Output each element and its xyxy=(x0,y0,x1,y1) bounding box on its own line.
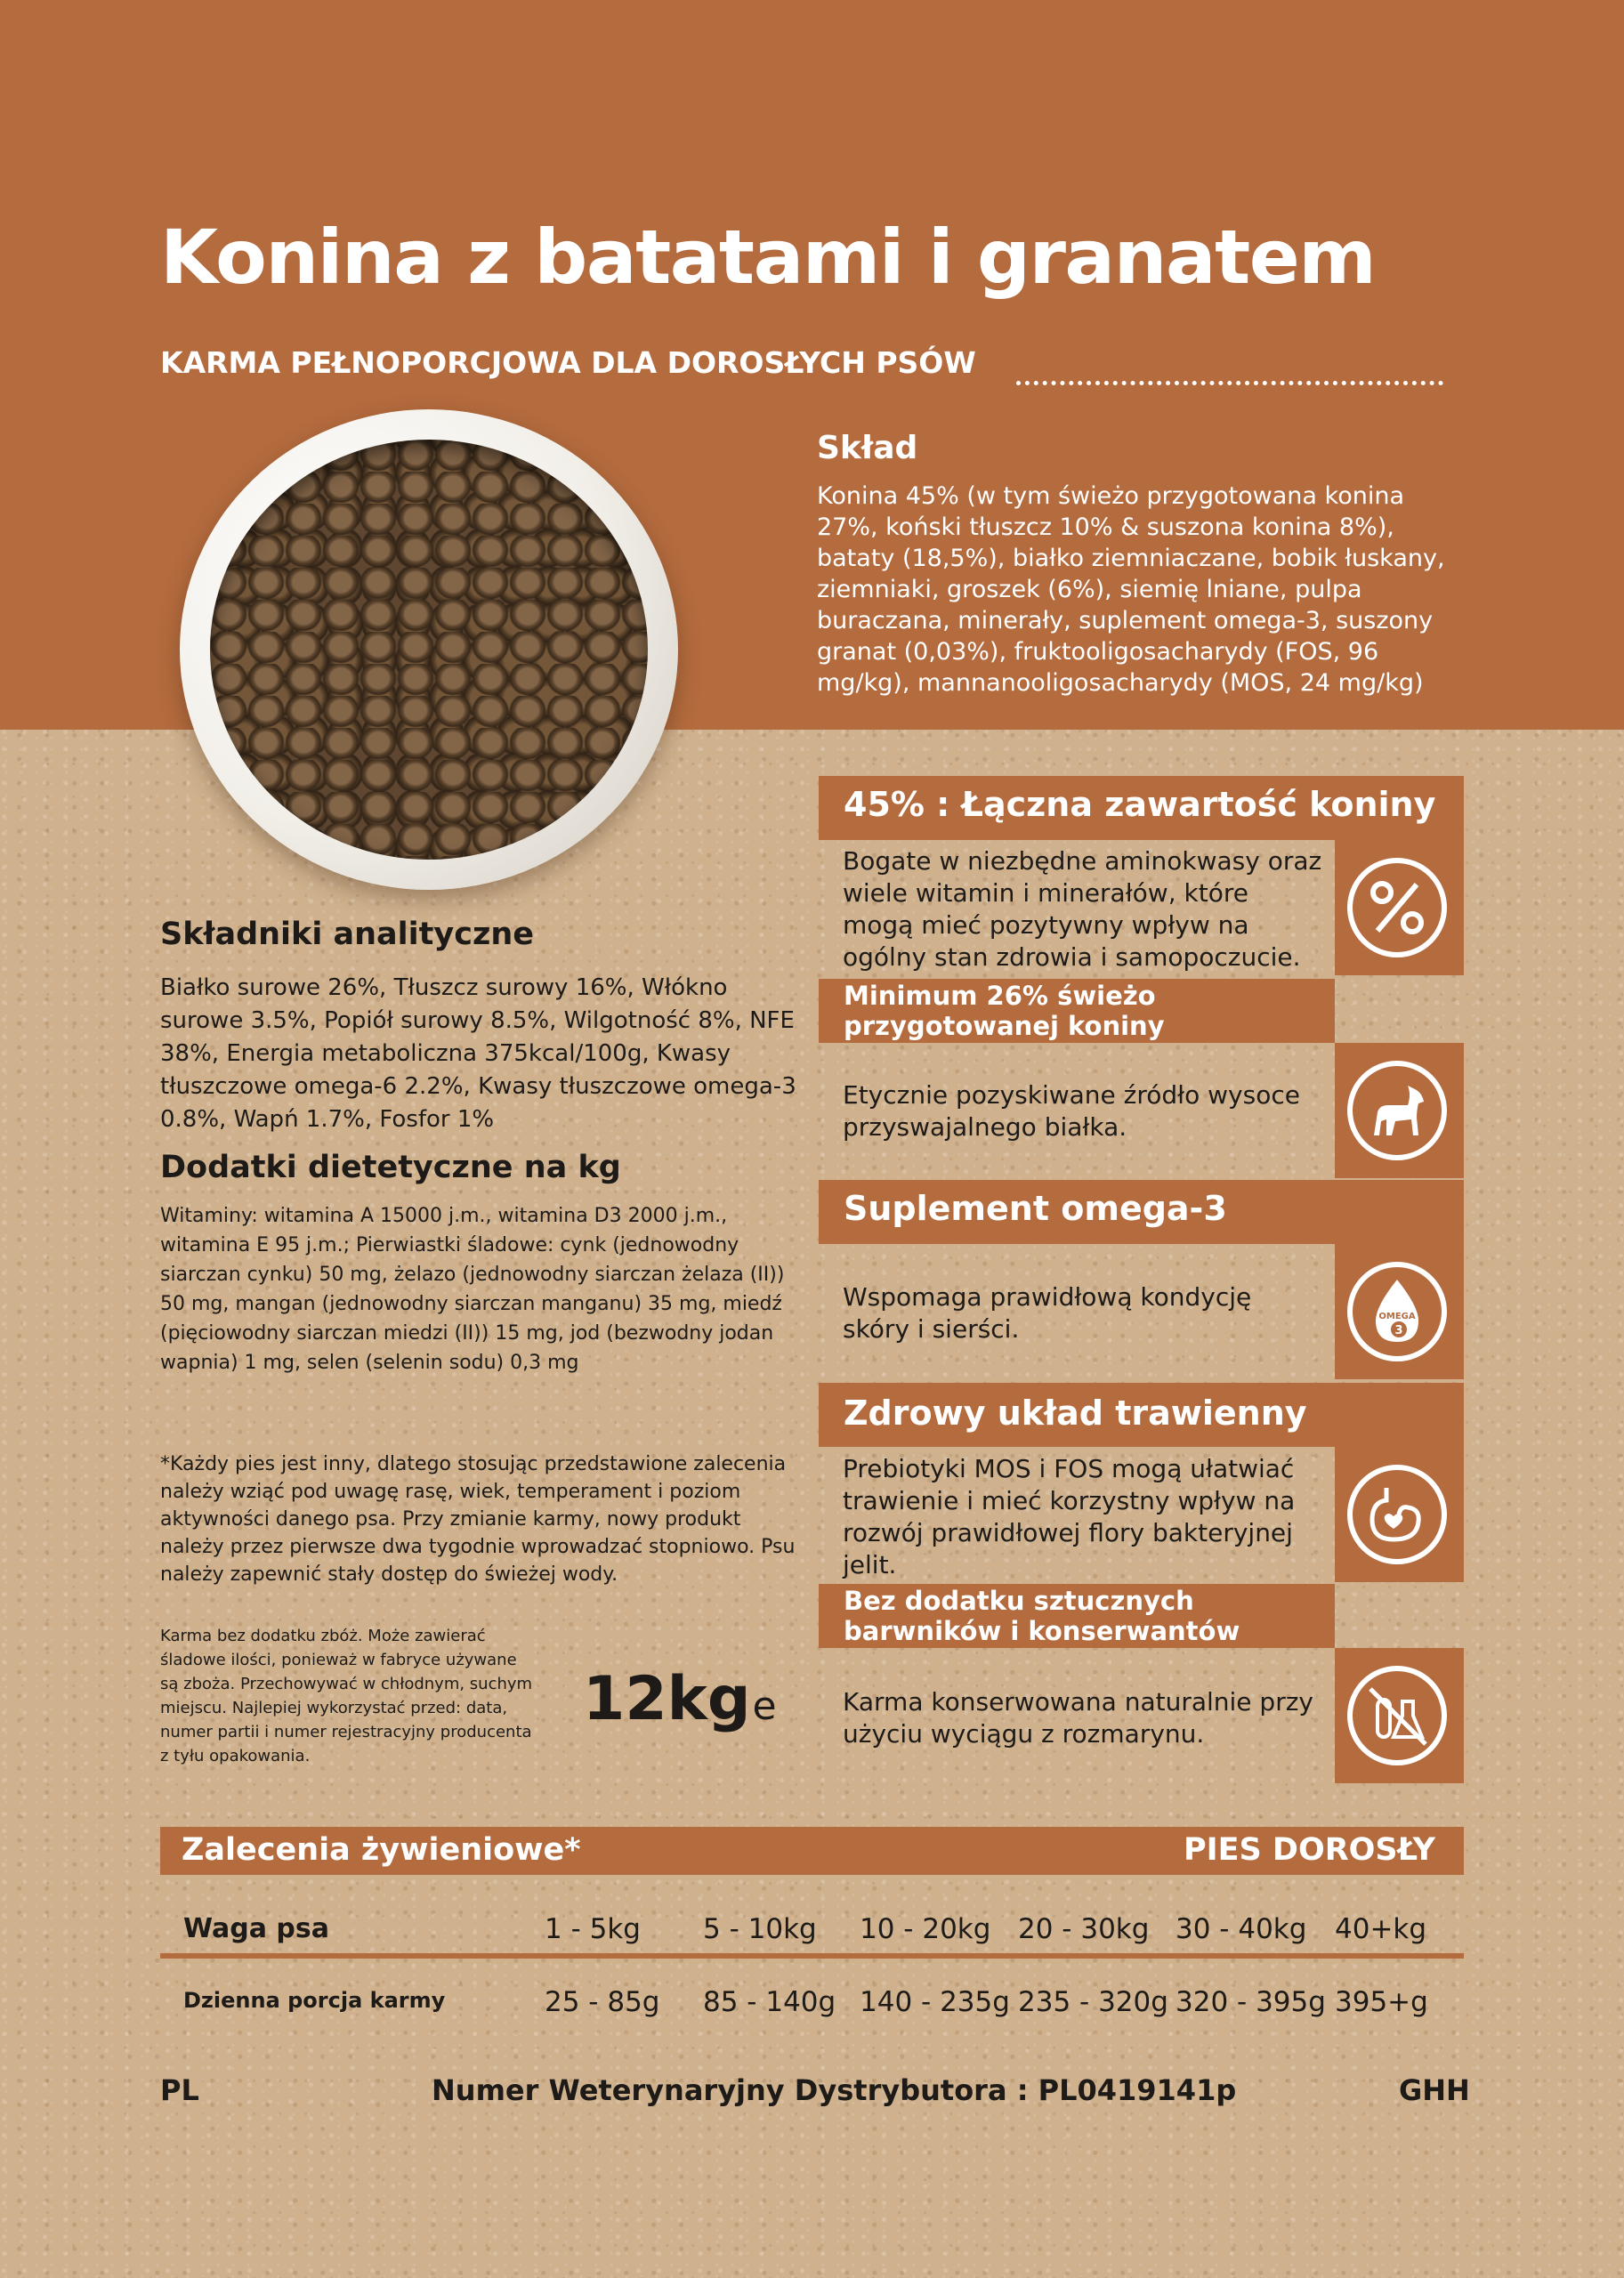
feature-title-bar xyxy=(819,776,1464,840)
dotted-divider xyxy=(1016,381,1443,385)
weight-value: 12kg xyxy=(583,1664,751,1734)
feature-title: Bez dodatku sztucznych barwników i konserwantów xyxy=(844,1586,1240,1646)
feeding-note: *Każdy pies jest inny, dlatego stosując przedstawione zalecenia należy wziąć pod uwagę rasę, wiek, temperament i poziom aktywności danego psa. Przy zmianie karmy, nowy produkt należy przez pierwsze dwa tygodnie wprowadzać stopniowo. Psu należy zapewnić stały dostęp do świeżej wody. xyxy=(160,1453,796,1586)
omega-icon-number: 3 xyxy=(1394,1324,1403,1337)
additives-heading: Dodatki dietetyczne na kg xyxy=(160,1150,621,1185)
additives-text: Witaminy: witamina A 15000 j.m., witamina D3 2000 j.m., witamina E 95 j.m.; Pierwiastki śladowe: cynk (jednowodny siarczan cynku) 50 mg, żelazo (jednowodny siarczan żelaza (II)) 50 mg, mangan (jednowodny siarczan manganu) 35 mg, miedź (pięciowodny siarczan miedzi (II)) 15 mg, jod (bezwodny jodan wapnia) 1 mg, selen (selenin sodu) 0,3 mg xyxy=(160,1205,785,1374)
omega-3-drop-icon xyxy=(1347,1262,1447,1361)
portion-cell: 320 - 395g xyxy=(1176,1986,1326,2018)
portion-cell: 140 - 235g xyxy=(860,1986,1010,2018)
weight-cell: 1 - 5kg xyxy=(545,1913,641,1945)
feature-desc: Prebiotyki MOS i FOS mogą ułatwiać trawienie i mieć korzystny wpływ na rozwój prawidłowej flory bakteryjnej jelit. xyxy=(843,1454,1296,1579)
feature-desc: Wspomaga prawidłową kondycję skóry i sierści. xyxy=(843,1282,1252,1344)
feature-title: Minimum 26% świeżo przygotowanej koniny xyxy=(844,981,1165,1041)
feeding-recommendations-bar xyxy=(160,1827,1464,1875)
weight-cell: 10 - 20kg xyxy=(860,1913,991,1945)
weight-cell: 30 - 40kg xyxy=(1176,1913,1307,1945)
weight-cell: 20 - 30kg xyxy=(1018,1913,1150,1945)
feature-title-bar xyxy=(819,1383,1464,1447)
omega-icon-label: OMEGA xyxy=(1378,1312,1416,1321)
composition-text: Konina 45% (w tym świeżo przygotowana konina 27%, koński tłuszcz 10% & suszona konina 8%), bataty (18,5%), białko ziemniaczane, bobik łuskany, ziemniaki, groszek (6%), siemię lniane, pulpa buraczana, minerały, suplement omega-3, suszony granat (0,03%), fruktooligosacharydy (FOS, 96 mg/kg), mannanooligosacharydy (MOS, 24 mg/kg) xyxy=(817,482,1445,697)
weight-cell: 40+kg xyxy=(1335,1913,1427,1945)
feature-icon-tile xyxy=(1335,840,1464,975)
table-divider xyxy=(160,1953,1464,1959)
veterinary-number: Numer Weterynaryjny Dystrybutora : PL0419141p xyxy=(432,2073,1237,2107)
feature-icon-tile xyxy=(1335,1043,1464,1178)
food-bowl-image xyxy=(180,409,678,890)
feature-icon-tile xyxy=(1335,1648,1464,1783)
feature-title: Zdrowy układ trawienny xyxy=(844,1393,1307,1433)
weight-cell: 5 - 10kg xyxy=(703,1913,817,1945)
portion-cell: 235 - 320g xyxy=(1018,1986,1168,2018)
weight-row xyxy=(160,1904,1464,1958)
estimated-mark: e xyxy=(752,1684,777,1729)
analytical-text: Białko surowe 26%, Tłuszcz surowy 16%, Włókno surowe 3.5%, Popiół surowy 8.5%, Wilgotność 8%, NFE 38%, Energia metaboliczna 375kcal/100g, Kwasy tłuszczowe omega-6 2.2%, Kwasy tłuszczowe omega-3 0.8%, Wapń 1.7%, Fosfor 1% xyxy=(160,974,796,1133)
feature-title: 45% : Łączna zawartość koniny xyxy=(844,785,1436,824)
portion-cell: 25 - 85g xyxy=(545,1986,660,2018)
portion-cell: 395+g xyxy=(1335,1986,1428,2018)
product-title: Konina z batatami i granatem xyxy=(160,214,1376,301)
storage-note: Karma bez dodatku zbóż. Może zawierać śladowe ilości, ponieważ w fabryce używane są zboża. Przechowywać w chłodnym, suchym miejscu. Najlepiej wykorzystać przed: data, numer partii i numer rejestracyjny producenta z tyłu opakowania. xyxy=(160,1627,533,1765)
feeding-recommendations-title: Zalecenia żywieniowe* xyxy=(182,1832,581,1868)
composition-heading: Skład xyxy=(817,430,918,466)
horse-icon xyxy=(1347,1061,1447,1160)
portion-cell: 85 - 140g xyxy=(703,1986,836,2018)
feature-desc: Karma konserwowana naturalnie przy użyciu wyciągu z rozmarynu. xyxy=(843,1687,1313,1749)
feature-icon-tile xyxy=(1335,1447,1464,1582)
stomach-heart-icon xyxy=(1347,1465,1447,1564)
target-group-label: PIES DOROSŁY xyxy=(1183,1832,1435,1868)
feature-title-bar xyxy=(819,1180,1464,1244)
feature-title-bar xyxy=(819,979,1335,1043)
no-chemicals-icon xyxy=(1347,1666,1447,1765)
kibble xyxy=(210,440,648,860)
portion-row xyxy=(160,1977,1464,2031)
feature-desc: Etycznie pozyskiwane źródło wysoce przyswajalnego białka. xyxy=(843,1080,1300,1142)
feature-title: Suplement omega-3 xyxy=(844,1189,1227,1228)
analytical-heading: Składniki analityczne xyxy=(160,917,534,952)
percent-icon xyxy=(1347,858,1447,957)
feature-title-bar xyxy=(819,1584,1335,1648)
row-label: Dzienna porcja karmy xyxy=(183,1988,446,2013)
package-weight xyxy=(583,1664,777,1734)
feature-icon-tile xyxy=(1335,1244,1464,1379)
product-subtitle: KARMA PEŁNOPORCJOWA DLA DOROSŁYCH PSÓW xyxy=(160,345,976,380)
row-label: Waga psa xyxy=(183,1913,330,1944)
country-code: PL xyxy=(160,2073,199,2107)
feature-desc: Bogate w niezbędne aminokwasy oraz wiele witamin i minerałów, które mogą mieć pozytywny wpływ na ogólny stan zdrowia i samopoczucie. xyxy=(843,846,1322,972)
distributor-code: GHH xyxy=(1399,2073,1470,2107)
